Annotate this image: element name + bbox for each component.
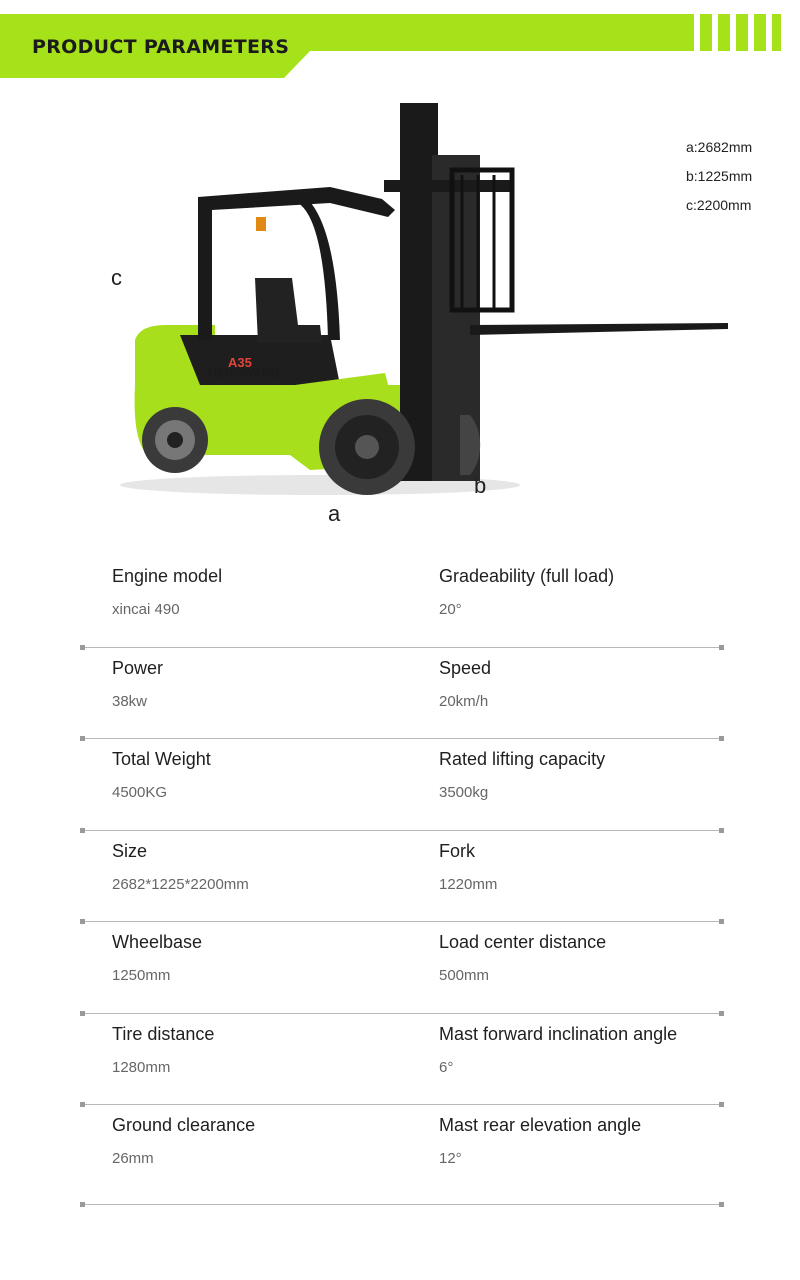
param-row bbox=[80, 739, 724, 831]
param-value: 4500KG bbox=[112, 784, 168, 801]
param-label: Power bbox=[112, 657, 164, 678]
param-value: xincai 490 bbox=[112, 601, 180, 618]
param-label: Total Weight bbox=[112, 749, 211, 769]
param-value: 1280mm bbox=[112, 1058, 171, 1076]
row-divider bbox=[80, 1204, 724, 1205]
param-cell bbox=[112, 922, 202, 984]
param-label: Size bbox=[112, 840, 148, 861]
dimension-b: b:1225mm bbox=[686, 168, 753, 184]
param-label: Load center distance bbox=[439, 932, 607, 952]
banner-stripe bbox=[736, 14, 748, 51]
param-label: Speed bbox=[439, 657, 492, 678]
param-label: Mast forward inclination angle bbox=[439, 1023, 678, 1044]
param-row bbox=[80, 648, 724, 740]
model-badge: A35 bbox=[228, 355, 252, 370]
param-row bbox=[80, 922, 724, 1014]
param-value: 26mm bbox=[112, 1150, 154, 1167]
param-cell bbox=[439, 1105, 641, 1167]
param-cell bbox=[439, 556, 614, 618]
param-label: Fork bbox=[439, 840, 475, 861]
param-value: 12° bbox=[439, 1150, 462, 1167]
banner-stripe bbox=[718, 14, 730, 51]
param-value: 20km/h bbox=[439, 692, 489, 710]
param-value: 2682*1225*2200mm bbox=[112, 875, 249, 893]
param-value: 38kw bbox=[112, 692, 148, 710]
param-cell bbox=[112, 1014, 214, 1076]
product-image bbox=[0, 85, 800, 535]
dimension-c: c:2200mm bbox=[686, 197, 752, 213]
param-label: Mast rear elevation angle bbox=[439, 1115, 642, 1135]
param-cell bbox=[112, 831, 249, 893]
param-row bbox=[80, 556, 724, 648]
param-label: Ground clearance bbox=[112, 1115, 256, 1135]
param-cell bbox=[439, 648, 491, 710]
param-value: 1250mm bbox=[112, 967, 171, 984]
param-cell bbox=[112, 1105, 255, 1167]
forklift-illustration bbox=[0, 85, 800, 535]
param-cell bbox=[112, 739, 211, 801]
page-title: PRODUCT PARAMETERS bbox=[32, 36, 290, 58]
param-row bbox=[80, 1014, 724, 1106]
param-label: Engine model bbox=[112, 566, 223, 586]
param-cell bbox=[439, 739, 605, 801]
dimension-label-a: a bbox=[328, 501, 341, 526]
param-label: Tire distance bbox=[112, 1023, 215, 1044]
param-cell bbox=[439, 1014, 677, 1076]
banner-stripe bbox=[772, 14, 781, 51]
param-value: 1220mm bbox=[439, 875, 498, 893]
param-label: Wheelbase bbox=[112, 932, 203, 952]
parameters-table bbox=[80, 556, 724, 1205]
dimension-label-c: c bbox=[111, 265, 122, 290]
dimension-label-b: b bbox=[474, 473, 487, 498]
param-value: 6° bbox=[439, 1058, 454, 1076]
param-cell bbox=[112, 556, 222, 618]
param-row bbox=[80, 831, 724, 923]
param-cell bbox=[439, 922, 606, 984]
param-value: 500mm bbox=[439, 967, 490, 984]
param-cell bbox=[112, 648, 163, 710]
param-value: 3500kg bbox=[439, 784, 489, 801]
param-label: Gradeability (full load) bbox=[439, 566, 615, 586]
param-label: Rated lifting capacity bbox=[439, 749, 606, 769]
banner-stripe bbox=[700, 14, 712, 51]
param-value: 20° bbox=[439, 601, 462, 618]
banner-stripe bbox=[754, 14, 766, 51]
param-row bbox=[80, 1105, 724, 1205]
brand-text: HENGWANG bbox=[208, 366, 280, 380]
param-cell bbox=[439, 831, 497, 893]
dimension-a: a:2682mm bbox=[686, 139, 753, 155]
header-banner bbox=[0, 0, 800, 80]
